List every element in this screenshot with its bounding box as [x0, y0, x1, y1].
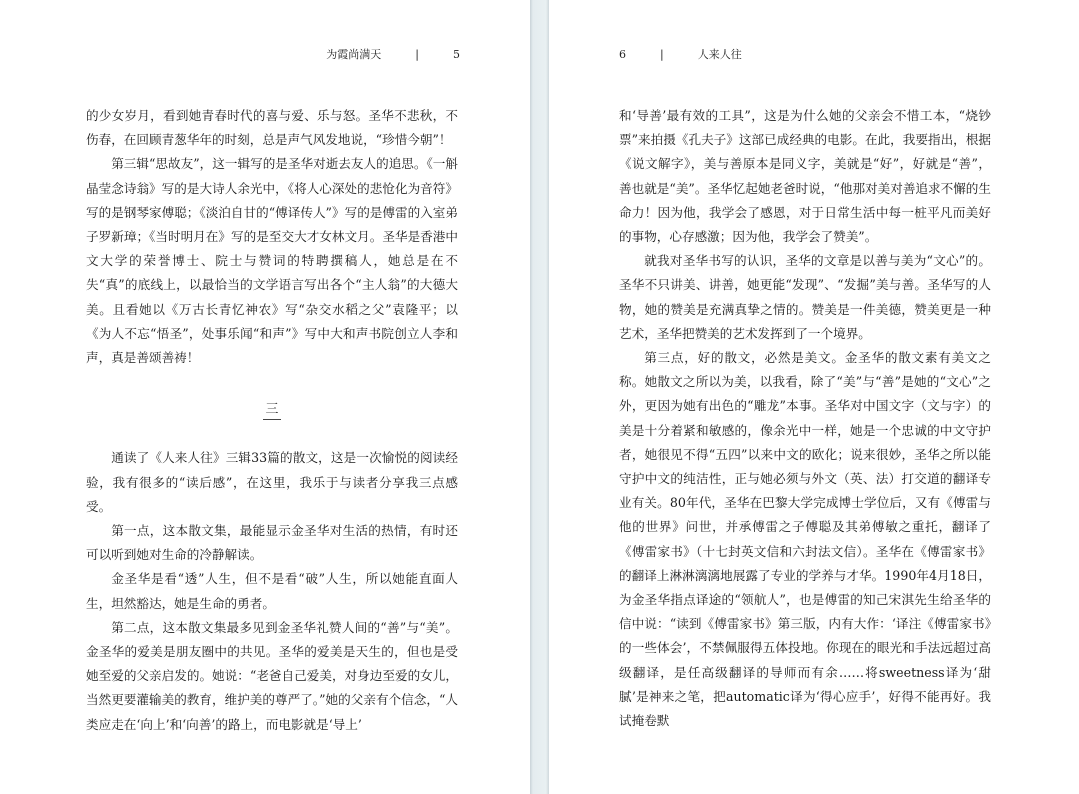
right-page-header	[619, 45, 742, 65]
right-paragraph-2: 就我对圣华书写的认识，圣华的文章是以善与美为“文心”的。圣华不只讲美、讲善，她更能“发现”、“发掘”美与善。圣华写的人物，她的赞美是充满真挚之情的。赞美是一件美德，赞美更是一种艺术，圣华把赞美的艺术发挥到了一个境界。	[619, 253, 991, 341]
left-paragraph-1: 的少女岁月，看到她青春时代的喜与爱、乐与怒。圣华不悲秋，不伤春，在回顾青葱华年的时刻，总是声气风发地说，“珍惜今朝”！	[86, 108, 458, 148]
left-paragraph-3: 通读了《人来人往》三辑33篇的散文，这是一次愉悦的阅读经验，我有很多的“读后感”，在这里，我乐于与读者分享我三点感受。	[86, 450, 458, 514]
left-paragraph-6: 第二点，这本散文集最多见到金圣华礼赞人间的“善”与“美”。金圣华的爱美是朋友圈中的共见。圣华的爱美是天生的，但也是受她至爱的父亲启发的。她说：“老爸自己爱美，对身边至爱的女儿，当然更要灌输美的教育，维护美的尊严了。”她的父亲有个信念，“人类应走在‘向上’和‘向善’的路上，而电影就是‘导上’	[86, 619, 458, 732]
left-header-title: 为霞尚满天	[326, 48, 382, 61]
right-body-text	[619, 104, 991, 733]
left-page	[0, 0, 530, 794]
left-page-number: 5	[453, 48, 460, 61]
right-paragraph-3: 第三点，好的散文，必然是美文。金圣华的散文素有美文之称。她散文之所以为美，以我看，除了“美”与“善”是她的“文心”之外，更因为她有出色的“雕龙”本事。圣华对中国文字（文与字）的美是十分着紧和敏感的，像余光中一样，她是一个忠诚的中文守护者，她很见不得“五四”以来中文的欧化；说来很妙，圣华之所以能守护中文的纯洁性，正与她必须与外文（英、法）打交道的翻译专业有关。80年代，圣华在巴黎大学完成博士学位后，又有《傅雷与他的世界》问世，并承傅雷之子傅聪及其弟傅敏之重托，翻译了《傅雷家书》（十七封英文信和六封法文信）。圣华在《傅雷家书》的翻译上淋淋漓漓地展露了专业的学养与才华。1990年4月18日，为金圣华指点译途的“领航人”，也是傅雷的知己宋淇先生给圣华的信中说：“读到《傅雷家书》第三版，内有大作：‘译注《傅雷家书》的一些体会’，不禁佩服得五体投地。你现在的眼光和手法远超过高级翻译，是任高级翻译的导师而有余……将sweetness译为‘甜腻’是神来之笔，把automatic译为‘得心应手’，好得不能再好。我试掩卷默	[619, 350, 991, 729]
right-page-number: 6	[619, 48, 626, 61]
section-heading-text: 三	[263, 401, 280, 420]
right-header-separator: |	[660, 48, 664, 61]
right-paragraph-1: 和‘导善’最有效的工具”，这是为什么她的父亲会不惜工本，“烧钞票”来拍摄《孔夫子》这部已成经典的电影。在此，我要指出，根据《说文解字》，美与善原本是同义字，美就是“好”，好就是“善”，善也就是“美”。圣华忆起她老爸时说，“他那对美对善追求不懈的生命力！因为他，我学会了感恩，对于日常生活中每一桩平凡而美好的事物，心存感激；因为他，我学会了赞美”。	[619, 108, 991, 245]
left-body-text	[86, 104, 458, 737]
page-gutter	[530, 0, 549, 794]
left-header-separator: |	[415, 48, 419, 61]
left-paragraph-2: 第三辑“思故友”，这一辑写的是圣华对逝去友人的追思。《一斛晶莹念诗翁》写的是大诗人余光中，《将人心深处的悲怆化为音符》写的是钢琴家傅聪；《淡泊自甘的“傅译传人”》写的是傅雷的入室弟子罗新璋；《当时明月在》写的是至交大才女林文月。圣华是香港中文大学的荣誉博士、院士与赞词的特聘撰稿人，她总是在不失“真”的底线上，以最恰当的文学语言写出各个“主人翁”的大德大美。且看她以《万古长青忆神农》写“杂交水稻之父”袁隆平；以《为人不忘“悟圣”，处事乐闻“和声”》写中大和声书院创立人李和声，真是善颂善祷！	[86, 156, 458, 366]
section-heading	[86, 398, 458, 422]
right-header-title: 人来人往	[697, 48, 742, 61]
left-paragraph-4: 第一点，这本散文集，最能显示金圣华对生活的热情，有时还可以听到她对生命的冷静解读。	[86, 523, 458, 563]
left-paragraph-5: 金圣华是看“透”人生，但不是看“破”人生，所以她能直面人生，坦然豁达，她是生命的勇者。	[86, 571, 458, 611]
left-page-header	[326, 45, 460, 65]
right-page	[549, 0, 1079, 794]
